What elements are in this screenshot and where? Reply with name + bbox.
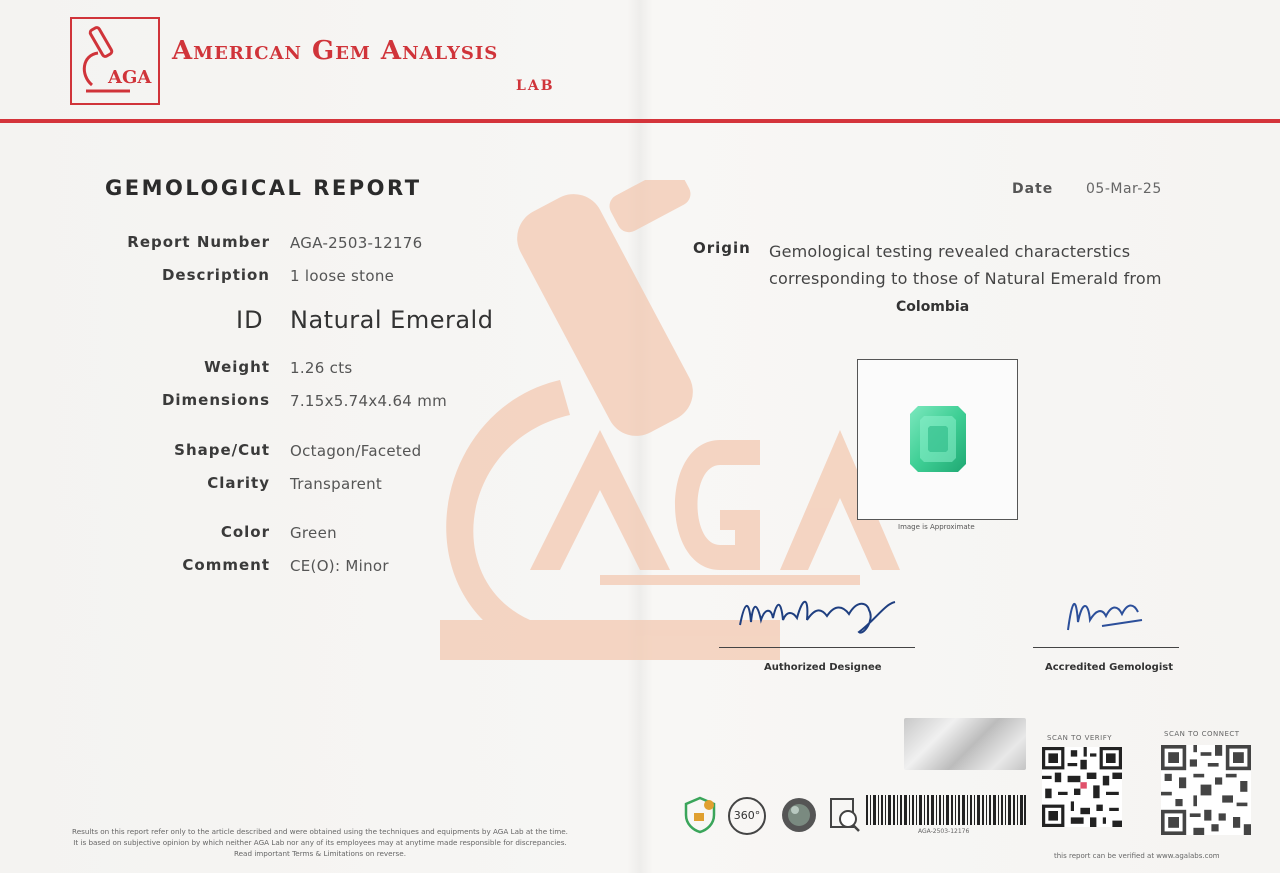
weight-label: Weight bbox=[204, 358, 270, 376]
shape-cut-value: Octagon/Faceted bbox=[290, 442, 422, 460]
weight-value: 1.26 cts bbox=[290, 359, 353, 377]
header-rule bbox=[0, 119, 1280, 123]
designee-signature-line bbox=[719, 647, 915, 648]
stone-photo bbox=[857, 359, 1018, 520]
gemologist-signature-line bbox=[1033, 647, 1179, 648]
barcode-text: AGA-2503-12176 bbox=[918, 828, 970, 835]
disclaimer-line-2: It is based on subjective opinion by which neither AGA Lab nor any of its employees may at anytime made responsible for discrepancies. bbox=[73, 838, 567, 847]
hologram-seal bbox=[904, 718, 1026, 770]
color-value: Green bbox=[290, 524, 337, 542]
dimensions-value: 7.15x5.74x4.64 mm bbox=[290, 392, 448, 410]
description-value: 1 loose stone bbox=[290, 267, 395, 285]
comment-label: Comment bbox=[182, 556, 270, 574]
origin-text: Gemological testing revealed characterstics corresponding to those of Natural Emerald from bbox=[769, 242, 1162, 288]
designee-signature-icon bbox=[735, 590, 905, 640]
svg-text:AGA: AGA bbox=[108, 67, 152, 88]
date-value: 05-Mar-25 bbox=[1086, 181, 1162, 197]
report-title: GEMOLOGICAL REPORT bbox=[105, 176, 422, 200]
clarity-value: Transparent bbox=[290, 475, 383, 493]
microscope-logo-icon bbox=[72, 19, 158, 103]
date-label: Date bbox=[1012, 181, 1054, 197]
id-value: Natural Emerald bbox=[290, 306, 494, 334]
report-number-value: AGA-2503-12176 bbox=[290, 234, 423, 252]
gem-sphere-icon bbox=[779, 795, 819, 835]
brand-name: American Gem Analysis bbox=[172, 36, 499, 66]
description-label: Description bbox=[161, 266, 270, 284]
report-header bbox=[0, 0, 1280, 126]
disclaimer-line-1: Results on this report refer only to the article described and were obtained using the techniques and equipments by AGA Lab at the time. bbox=[72, 827, 568, 836]
report-number-label: Report Number bbox=[127, 233, 270, 251]
origin-label: Origin bbox=[693, 239, 751, 257]
connect-qr-code[interactable] bbox=[1161, 745, 1251, 835]
origin-country: Colombia bbox=[896, 299, 970, 315]
disclaimer bbox=[30, 826, 610, 859]
scan-verify-caption: SCAN TO VERIFY bbox=[1047, 734, 1113, 742]
dimensions-label: Dimensions bbox=[161, 391, 270, 409]
aga-logo bbox=[70, 17, 160, 105]
shape-cut-label: Shape/Cut bbox=[174, 441, 270, 459]
disclaimer-line-3: Read important Terms & Limitations on reverse. bbox=[233, 849, 407, 858]
id-label: ID bbox=[236, 306, 264, 334]
emerald-stone-icon bbox=[858, 360, 1017, 519]
security-shield-icon bbox=[680, 795, 720, 835]
verify-qr-code[interactable] bbox=[1042, 747, 1122, 827]
document-search-icon bbox=[826, 795, 864, 835]
photo-caption: Image is Approximate bbox=[898, 523, 975, 531]
gemologist-caption: Accredited Gemologist bbox=[1045, 662, 1173, 673]
clarity-label: Clarity bbox=[207, 474, 270, 492]
barcode bbox=[866, 795, 1026, 825]
comment-value: CE(O): Minor bbox=[290, 557, 389, 575]
verify-note: this report can be verified at www.agalabs.com bbox=[1054, 852, 1220, 860]
designee-caption: Authorized Designee bbox=[764, 662, 882, 673]
gemologist-signature-icon bbox=[1062, 590, 1152, 635]
brand-sub: LAB bbox=[516, 78, 555, 94]
color-label: Color bbox=[220, 523, 270, 541]
view-360-badge: 360° bbox=[728, 797, 766, 835]
scan-connect-caption: SCAN TO CONNECT bbox=[1164, 730, 1240, 738]
